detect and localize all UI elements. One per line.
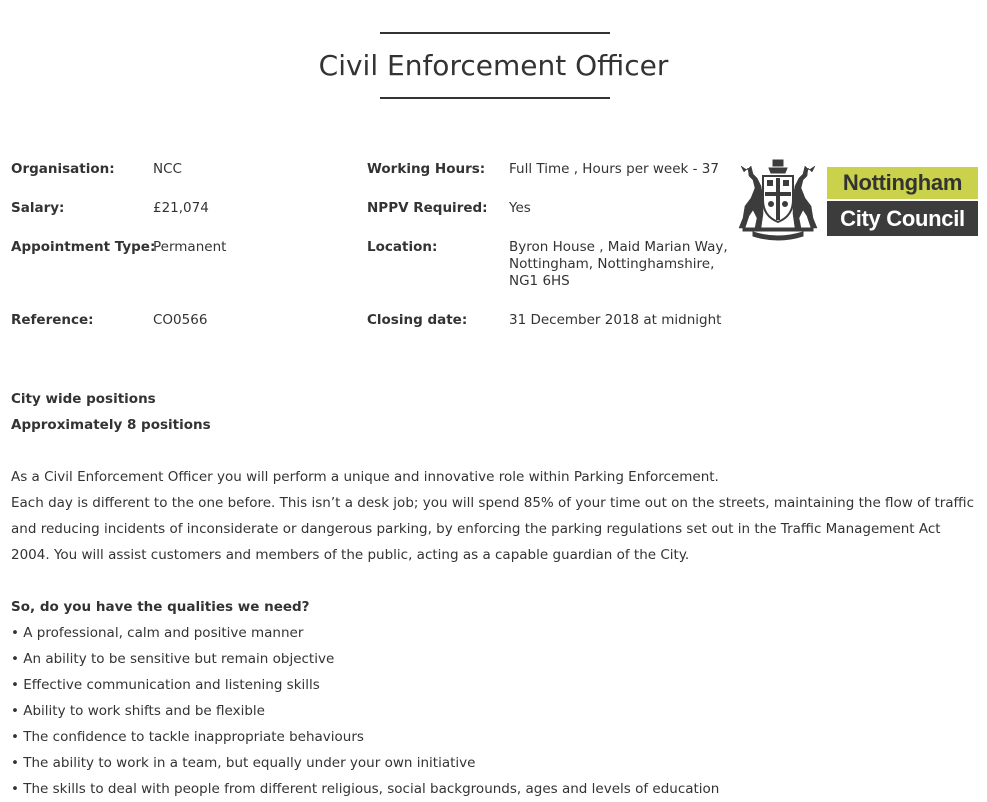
intro-paragraph: As a Civil Enforcement Officer you will perform a unique and innovative role within Parking Enforcement. xyxy=(11,469,719,485)
closing-date-value: 31 December 2018 at midnight xyxy=(509,312,722,328)
salary-value: £21,074 xyxy=(153,200,209,216)
qualities-list-item: • The confidence to tackle inappropriate behaviours xyxy=(11,729,364,745)
reference-value: CO0566 xyxy=(153,312,208,328)
logo-text-nottingham: Nottingham xyxy=(827,167,978,199)
closing-date-label: Closing date: xyxy=(367,312,468,328)
logo-text-city-council: City Council xyxy=(827,201,978,236)
appointment-type-value: Permanent xyxy=(153,239,227,255)
organisation-value: NCC xyxy=(153,161,182,177)
qualities-list-item: • The skills to deal with people from different religious, social backgrounds, ages and levels of education xyxy=(11,781,720,797)
role-paragraph: Each day is different to the one before. This isn’t a desk job; you will spend 85% of your time out on the streets, maintaining the flow of traffic and reducing incidents of inconsiderate or dangerous parking, by enforcing the parking regulations set out in the Traffic Management Act 2004. You will assist customers and members of the public, acting as a capable guardian of the City. xyxy=(11,495,975,563)
qualities-list-item: • An ability to be sensitive but remain objective xyxy=(11,651,335,667)
nppv-label: NPPV Required: xyxy=(367,200,488,216)
qualities-list-item: • The ability to work in a team, but equally under your own initiative xyxy=(11,755,476,771)
location-line-3: NG1 6HS xyxy=(509,273,570,289)
organisation-label: Organisation: xyxy=(11,161,115,177)
appointment-type-label: Appointment Type: xyxy=(11,239,156,255)
title-top-rule xyxy=(380,32,610,34)
salary-label: Salary: xyxy=(11,200,65,216)
qualities-heading: So, do you have the qualities we need? xyxy=(11,599,310,615)
working-hours-value: Full Time , Hours per week - 37 xyxy=(509,161,719,177)
reference-label: Reference: xyxy=(11,312,94,328)
qualities-list-item: • A professional, calm and positive manner xyxy=(11,625,304,641)
positions-line-2: Approximately 8 positions xyxy=(11,417,211,433)
positions-line-1: City wide positions xyxy=(11,391,156,407)
location-label: Location: xyxy=(367,239,438,255)
council-logo xyxy=(735,158,980,242)
qualities-list-item: • Effective communication and listening skills xyxy=(11,677,320,693)
working-hours-label: Working Hours: xyxy=(367,161,486,177)
page-title: Civil Enforcement Officer xyxy=(318,49,669,82)
nppv-value: Yes xyxy=(509,200,531,216)
coat-of-arms-icon xyxy=(735,158,821,242)
qualities-list-item: • Ability to work shifts and be flexible xyxy=(11,703,265,719)
location-line-2: Nottingham, Nottinghamshire, xyxy=(509,256,715,272)
location-line-1: Byron House , Maid Marian Way, xyxy=(509,239,728,255)
title-bottom-rule xyxy=(380,97,610,99)
